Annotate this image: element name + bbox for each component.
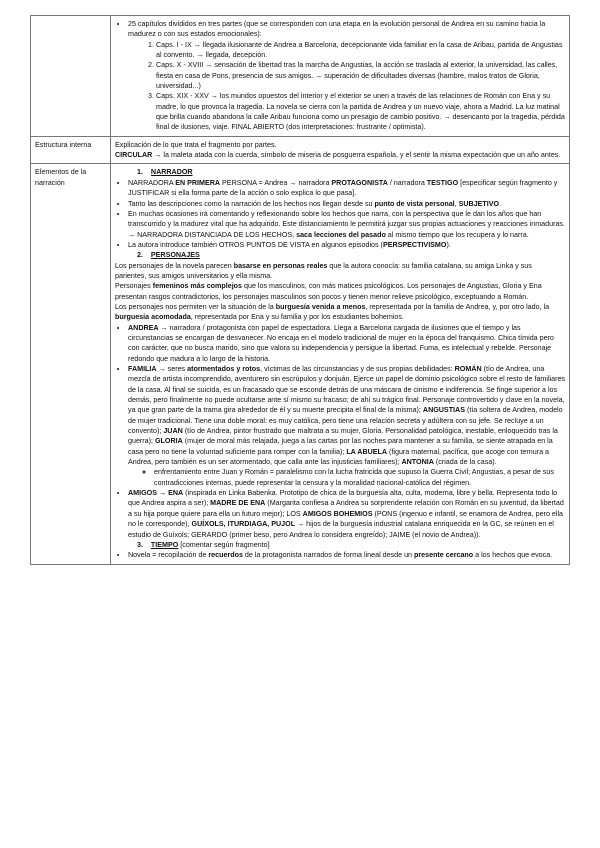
text: (figura maternal, pacífica, que acoge con ternura a Andrea, pero también es un ser atormentado, que calla ante las injusticias familiares); — [128, 447, 549, 467]
bold-text: SUBJETIVO — [458, 199, 500, 208]
bullet-list — [115, 19, 565, 133]
text: En muchas ocasiones irá comentando y reflexionando sobre los hechos que narra, con la perspectiva que le dan los años que han transcurrido y la madurez vital que ha adquirido. Este distanciamiento le permitirá juzgar sus propias actuaciones y reacciones inmaduras. → NARRADORA DISTANCIADA DE LOS HECHOS, — [128, 209, 565, 239]
text: al mismo tiempo que los recupera y lo narra. — [385, 230, 529, 239]
bold-text: recuerdos — [208, 551, 243, 560]
table-row-narrative-elements — [31, 164, 570, 564]
bold-text: ANTONIA — [401, 458, 434, 467]
row-content-chapters — [111, 16, 570, 137]
text: (PONS (ingenuo e infantil, se enamora de Andrea, pero ella no le corresponde), — [128, 509, 564, 529]
paragraph — [115, 261, 565, 282]
text: / narradora — [387, 178, 427, 187]
text: [especificar según fragmento y JUSTIFICAR si ella forma parte de la acción o solo explica lo que pasa]. — [128, 178, 558, 198]
row-label: Estructura interna — [31, 136, 111, 164]
bold-text: atormentados y rotos — [187, 365, 261, 373]
list-item — [128, 178, 565, 199]
bullet-list — [115, 323, 565, 540]
text: , representada por Ena y su familia y por los estudiantes bohemios. — [190, 313, 404, 322]
list-item — [128, 209, 565, 240]
section-heading: 2. PERSONAJES — [137, 251, 200, 260]
text: (inspirada en Linka Babenka. Prototipo de chica de la burguesía alta, culta, moderna, libre y bella. Representa todo lo que Andrea aspira a ser); — [128, 489, 558, 508]
text: Tanto las descripciones como la narración de los hechos nos llegan desde su — [128, 199, 375, 208]
list-item: ◦ enfrentamiento entre Juan y Román = paralelismo con la lucha fratricida que supuso la Guerra Civil; Angustias, a pesar de sus contradicciones internas, puede representar la censura y la moralidad nacional-católica del régimen. — [154, 467, 565, 488]
text: a los hechos que evoca. — [473, 551, 553, 560]
bold-text: ROMÁN — [454, 365, 482, 373]
bold-text: saca lecciones del pasado — [296, 230, 386, 239]
section-note: [comentar según fragmento] — [178, 540, 270, 549]
bold-text: EN PRIMERA — [175, 178, 221, 187]
list-item: 2. Caps. X - XVIII → sensación de libertad tras la marcha de Angustias, la acción se traslada al exterior, la universidad, las calles, fiesta en casa de Pons, presencia de sus amigos. → superación de dificultades diversas (hambre, malos tratos de Gloria, universidad...) — [156, 60, 565, 91]
sub-bullet-list — [128, 467, 565, 488]
bold-text: ANDREA — [128, 323, 159, 332]
row-content-narrative-elements — [111, 164, 570, 564]
text: de la protagonista narrados de forma lineal desde un — [242, 551, 415, 560]
section-title: TIEMPO — [150, 540, 179, 549]
bold-text: GUÍXOLS, ITURDIAGA, PUJOL — [191, 520, 296, 529]
row-content-internal-structure — [111, 136, 570, 164]
bold-text: PERSPECTIVISMO — [382, 240, 447, 249]
chapters-intro: 25 capítulos divididos en tres partes (que se corresponden con una etapa en la evolución personal de Andrea en su camino hacia la madurez o con sus estados emocionales): — [128, 20, 546, 39]
list-item — [128, 550, 565, 560]
bold-text: GLORIA — [155, 437, 183, 446]
bold-text: FAMILIA — [128, 365, 157, 373]
bold-text: femeninos más complejos — [152, 282, 243, 291]
bold-text: basarse en personas reales — [233, 261, 328, 270]
paragraph: Explicación de lo que trata el fragmento por partes. — [115, 140, 277, 149]
list-item: 1. Caps. I - IX → llegada ilusionante de Andrea a Barcelona, decepcionante vida familiar en la casa de Aribau, partida de Angustias al convento. → llegada, decepción. — [156, 40, 565, 61]
text: → hijos de la burguesía industrial catalana enriquecida en la GC, se reúnen en el estudio de Guíxols; GERARDO (primer beso, pero Andrea lo considera engreído); JAIME (el novio de Andrea)). — [128, 520, 554, 539]
text: → seres — [156, 365, 188, 373]
bold-text: AMIGOS — [128, 489, 157, 498]
paragraph — [115, 150, 565, 160]
text: (tío de Andrea, pintor frustrado que maltrata a su mujer, Gloria. Personalidad patológica, inestable, enloquecido tras la guerra); — [128, 427, 558, 446]
section-heading: 3. TIEMPO [comentar según fragmento] — [137, 540, 270, 549]
text: PERSONA = Andrea → narradora — [220, 178, 332, 187]
text: , — [454, 199, 459, 208]
paragraph — [115, 302, 565, 323]
bold-text: presente cercano — [414, 551, 474, 560]
table-row-internal-structure — [31, 136, 570, 164]
section-list — [115, 250, 565, 260]
table-row-chapters — [31, 16, 570, 137]
bold-text: TESTIGO — [426, 178, 459, 187]
bold-text: burguesía venida a menos — [275, 302, 366, 311]
bold-text: PROTAGONISTA — [331, 178, 388, 187]
bold-text: punto de vista personal — [374, 199, 455, 208]
bold-text: ANGUSTIAS — [422, 406, 465, 415]
bullet-list — [115, 178, 565, 250]
bold-text: CIRCULAR — [115, 151, 153, 160]
text: Los personajes de la novela parecen — [115, 261, 234, 270]
bold-text: MADRE DE ENA — [210, 499, 266, 508]
bullet-list — [115, 550, 565, 560]
text: (Margarita confiesa a Andrea su sorprendente relación con Román en su juventud, da libertad a su hija porque quiere para ella un futuro mejor); LOS — [128, 499, 564, 518]
row-label: Elementos de la narración — [31, 164, 111, 564]
list-item: 3. Caps. XIX - XXV → los mundos opuestos del interior y el exterior se unen a través de las relaciones de Román con Ena y su madre, lo que provoca la tragedia. La novela se cierra con la partida de Andrea y un nuevo viaje, ahora a Madrid. La luz matinal que brilla cuando abandona la calle Aribau funciona como un presagio de cambio positivo. → desencanto por la tragedia, pérdida final de ilusiones, viaje. FINAL ABIERTO (dos interpretaciones: frustrante / optimista). — [156, 91, 565, 132]
section-list — [115, 167, 565, 177]
text: , víctimas de las circunstancias y de sus propias debilidades: — [260, 365, 455, 373]
list-item — [128, 240, 565, 250]
text: (mujer de moral más relajada, juega a las cartas por las noches para mantener a su familia, se siente atrapada en la casa pero no tiene la voluntad suficiente para romper con la familia); — [128, 437, 553, 456]
bold-text: AMIGOS BOHEMIOS — [302, 509, 373, 518]
text: NARRADORA — [128, 178, 176, 187]
section-list — [115, 540, 565, 550]
text: Personajes — [115, 282, 153, 291]
text: (tío de Andrea, una mezcla de artista incomprendido, aventurero sin escrúpulos y donjuán. Ejerce un papel de dominio psicológico sobre el resto de familiares de la casa. Al final se suicida, es un fracasado que se esconde detrás de una máscara de cinismo e indiferencia. Se finge superior a los demás, pero finalmente no puede ocultarse ante sí mismo su fracaso; de ahí su trágico final. Personaje controvertido y clave en la novela, ya que gran parte de la trama gira alrededor de él y su muerte precipita el final de la misma); — [128, 365, 566, 415]
text: → — [156, 489, 169, 498]
text: → narradora / protagonista con papel de espectadora. Llega a Barcelona cargada de ilusiones que el tiempo y las circunstancias se encargan de desvanecer. No encaja en el modelo tradicional de mujer en la época del franquismo. Chica tímida pero con carácter, que no busca marido, sino que valora su independencia y persigue la libertad. Fuma, es intelectual y rebelde. Personaje redondo que madura a lo largo de la historia. — [128, 323, 554, 363]
section-title: NARRADOR — [150, 168, 193, 177]
list-item — [128, 323, 565, 364]
text: → la maleta atada con la cuerda, símbolo de miseria de posguerra española, y el sentir la misma expectación que un año antes. — [152, 151, 561, 160]
list-item — [128, 364, 565, 488]
bold-text: LA ABUELA — [346, 447, 388, 456]
list-item — [128, 488, 565, 540]
text: Los personajes nos permiten ver la situación de la — [115, 302, 276, 311]
bold-text: JUAN — [163, 427, 183, 436]
bold-text: ENA — [168, 489, 184, 498]
list-item — [128, 199, 565, 209]
numbered-list — [128, 40, 565, 133]
text: ). — [446, 240, 451, 249]
row-label-empty — [31, 16, 111, 137]
section-title: PERSONAJES — [150, 251, 200, 260]
text: La autora introduce también OTROS PUNTOS DE VISTA en algunos episodios ( — [128, 240, 383, 249]
text: que la autora conocía: su familia catalana, su amiga Linka y sus parientes, sus amigos universitarios y ella misma. — [115, 261, 532, 280]
content-table — [30, 15, 570, 565]
text: Novela = recopilación de — [128, 551, 209, 560]
document-page — [30, 15, 570, 565]
text: que los masculinos, con más matices psicológicos. Los personajes de Angustias, Gloria y Ena presentan rasgos contradictorios, los personajes masculinos son pocos y tienen menor relieve psicológico, exceptuando a Román. — [115, 282, 542, 301]
text: (tía soltera de Andrea, modelo de mujer tradicional. Tiene una doble moral: es muy católica, pero tiene una relación secreta y adúltera con su jefe. Se recluye a un convento); — [128, 406, 563, 436]
text: (criada de la casa). — [433, 458, 497, 467]
list-item — [128, 19, 565, 133]
bold-text: burguesía acomodada — [115, 313, 191, 322]
section-heading: 1. NARRADOR — [137, 168, 193, 177]
text: , representada por la familia de Andrea, y, por otro lado, la — [365, 302, 550, 311]
text: . — [499, 199, 502, 208]
paragraph — [115, 281, 565, 302]
